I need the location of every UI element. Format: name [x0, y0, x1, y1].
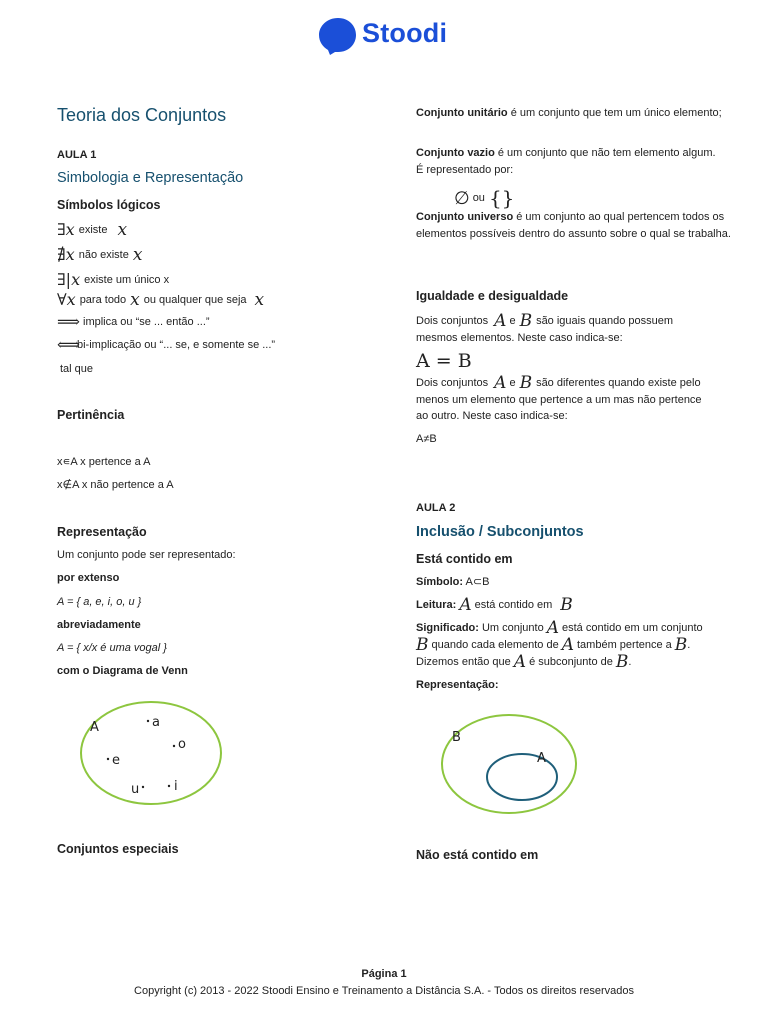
- pertinence-heading: Pertinência: [57, 408, 125, 422]
- speech-bubble-logo-icon: [318, 16, 358, 56]
- by-extension-value: A = { a, e, i, o, u }: [57, 596, 142, 608]
- var-a: A: [459, 595, 472, 615]
- symbols-heading: Símbolos lógicos: [57, 198, 161, 212]
- text: está contido em um conjunto: [562, 622, 703, 634]
- subset-symbol: A⊂B: [465, 576, 490, 588]
- text: são iguais quando possuem: [536, 315, 674, 327]
- symbol-variable: x: [117, 220, 128, 240]
- symbol-row-iff: [57, 337, 275, 354]
- element-a: a: [152, 715, 160, 730]
- equality-heading: Igualdade e desigualdade: [416, 289, 569, 303]
- reading-label: Leitura:: [416, 599, 457, 611]
- copyright: Copyright (c) 2013 - 2022 Stoodi Ensino e Treinamento a Distância S.A. - Todos os direitos reservados: [134, 985, 634, 997]
- element-e: e: [112, 753, 120, 768]
- symbol-variable: x: [132, 245, 143, 265]
- empty-set-term: Conjunto vazio: [416, 147, 495, 159]
- not-exists-symbol: ∄x: [57, 245, 75, 264]
- equal-sets-line-1: [416, 313, 673, 330]
- empty-set-symbols: [454, 186, 514, 210]
- reading-line: [416, 597, 573, 614]
- lesson-subtitle: Inclusão / Subconjuntos: [416, 524, 584, 540]
- meaning-line-2: B quando cada elemento de A também pertence a B .: [416, 635, 691, 655]
- var-a: A: [546, 618, 559, 638]
- set-b-label: B: [452, 730, 461, 745]
- different-sets-line-2: menos um elemento que pertence a um mas não pertence: [416, 394, 702, 406]
- var-a: A: [561, 635, 574, 655]
- symbol-row-not-exists: [57, 247, 142, 264]
- lesson-number: AULA 2: [416, 502, 456, 514]
- different-sets-line-3: ao outro. Neste caso indica-se:: [416, 410, 568, 422]
- symbol-row-unique: [57, 272, 169, 289]
- set-a-label: A: [537, 751, 546, 766]
- symbol-description: bi-implicação ou “... se, e somente se ...”: [77, 339, 276, 351]
- var-a: A: [494, 373, 507, 393]
- text: também pertence a: [577, 639, 672, 651]
- set-a-outline: [487, 754, 557, 800]
- equal-sets-line-2: mesmos elementos. Neste caso indica-se:: [416, 332, 623, 344]
- symbol-description: implica ou “se ... então ...”: [83, 316, 210, 328]
- equality-formula: A = B: [416, 350, 472, 372]
- text: e: [509, 315, 516, 327]
- page-number: Página 1: [361, 968, 407, 980]
- empty-set-symbol: ∅: [454, 187, 470, 209]
- var-b: B: [416, 635, 429, 655]
- unit-set-definition: [416, 105, 736, 122]
- universe-set-term: Conjunto universo: [416, 211, 514, 223]
- empty-set-text: é um conjunto que não tem elemento algum. É representado por:: [416, 147, 716, 176]
- inequality-formula: A≠B: [416, 433, 437, 445]
- element-i: i: [174, 779, 178, 794]
- meaning-paragraph: [416, 620, 746, 671]
- for-all-symbol: ∀x: [57, 290, 76, 309]
- pertinence-not-belongs: x∉A x não pertence a A: [57, 479, 174, 491]
- venn-diagram-subset: [436, 705, 596, 815]
- representation-heading: Representação: [57, 525, 147, 539]
- symbol-variable: x: [254, 290, 265, 310]
- brand-logo: [318, 16, 458, 56]
- set-a-label: A: [90, 720, 99, 735]
- special-sets-heading: Conjuntos especiais: [57, 842, 179, 856]
- unit-set-term: Conjunto unitário: [416, 107, 508, 119]
- symbol-description: não existe: [78, 249, 129, 261]
- text: quando cada elemento de: [431, 639, 559, 651]
- var-b: B: [519, 373, 533, 393]
- symbol-row-for-all: [57, 292, 264, 309]
- iff-symbol: ⟺: [57, 335, 80, 354]
- representation-label: Representação:: [416, 679, 499, 691]
- meaning-line-1: [416, 620, 746, 637]
- text: Dois conjuntos: [416, 315, 489, 327]
- element-o: o: [178, 737, 186, 752]
- reading-text: está contido em: [474, 599, 553, 611]
- text: é subconjunto de: [529, 656, 613, 668]
- contained-heading: Está contido em: [416, 552, 513, 566]
- var-b: B: [674, 635, 688, 655]
- text: Um conjunto: [481, 622, 544, 634]
- unique-exists-symbol: ∃|x: [57, 270, 81, 289]
- different-sets-line-1: [416, 375, 701, 392]
- empty-braces-symbol: {}: [488, 186, 515, 210]
- text: Dois conjuntos: [416, 377, 489, 389]
- page-title: Teoria dos Conjuntos: [57, 105, 227, 125]
- pertinence-belongs: x∊A x pertence a A: [57, 456, 151, 468]
- symbol-row-exists: [57, 222, 127, 239]
- not-contained-heading: Não está contido em: [416, 848, 539, 862]
- element-u: u: [131, 782, 140, 797]
- symbol-description: existe um único x: [84, 274, 170, 286]
- symbol-description: existe: [78, 224, 108, 236]
- text: são diferentes quando existe pelo: [536, 377, 701, 389]
- var-b: B: [560, 595, 573, 615]
- var-a: A: [494, 311, 507, 331]
- abbreviated-label: abreviadamente: [57, 619, 141, 631]
- venn-diagram-vowels: [70, 695, 240, 810]
- venn-diagram-label: com o Diagrama de Venn: [57, 665, 188, 677]
- text: Dizemos então que: [416, 656, 511, 668]
- symbol-line: [416, 574, 489, 591]
- or-text: ou: [472, 191, 485, 204]
- representation-intro: Um conjunto pode ser representado:: [57, 549, 236, 561]
- var-b: B: [615, 652, 629, 672]
- exists-symbol: ∃x: [57, 220, 75, 239]
- text: e: [509, 377, 516, 389]
- set-a-outline: [81, 702, 221, 804]
- symbol-label: Símbolo:: [416, 576, 464, 588]
- symbol-description: para todo: [79, 294, 127, 306]
- symbol-row-implies: [57, 314, 210, 331]
- by-extension-label: por extenso: [57, 572, 120, 584]
- lesson-subtitle: Simbologia e Representação: [57, 170, 244, 186]
- empty-set-definition: [416, 145, 716, 178]
- abbreviated-value: A = { x/x é uma vogal }: [57, 642, 167, 654]
- var-b: B: [519, 311, 533, 331]
- brand-name: Stoodi: [362, 18, 448, 48]
- var-a: A: [513, 652, 527, 672]
- lesson-number: AULA 1: [57, 149, 97, 161]
- unit-set-text: é um conjunto que tem um único elemento;: [507, 107, 722, 119]
- symbol-variable: x: [130, 290, 140, 310]
- meaning-line-3: Dizemos então que A é subconjunto de B .: [416, 652, 632, 672]
- universe-set-text: é um conjunto ao qual pertencem todos os elementos possíveis dentro do assunto sobre o qual se trabalha.: [416, 211, 731, 240]
- implies-symbol: ⟹: [57, 312, 80, 331]
- symbol-description-2: ou qualquer que seja: [143, 294, 247, 306]
- meaning-label: Significado:: [416, 622, 479, 634]
- universe-set-definition: [416, 209, 736, 242]
- such-that-text: tal que: [60, 363, 94, 375]
